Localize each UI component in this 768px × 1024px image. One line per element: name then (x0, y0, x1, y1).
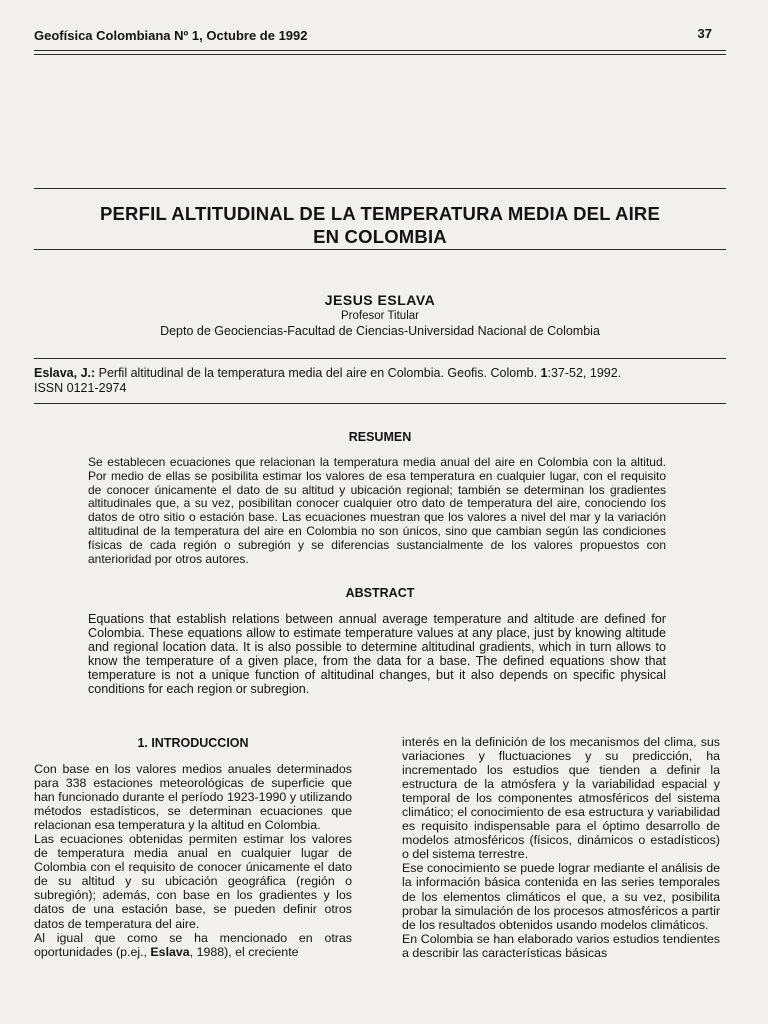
header-rule-top (34, 50, 726, 51)
title-rule-top (34, 188, 726, 189)
abstract-text: Equations that establish relations between annual average temperature and altitude are defined for Colombia. These equations allow to estimate temperature values at any place, just by knowing altitude and regional location data. It is also possible to determine altitudinal gradients, which in turn allows to know the temperature of a given place, from the data for a base. The defined equations show that temperature is not a unique function of altitudinal changes, but it also depends on specific physical conditions for each region or subregion. (88, 612, 666, 697)
page-number: 37 (697, 26, 712, 41)
intro-paragraph-5: Ese conocimiento se puede lograr mediante el análisis de la información básica contenida en las series temporales de los elementos climáticos el que, a su vez, posibilita probar la simulación de los procesos atmosféricos a partir de los resultados obtenidos usando modelos climáticos. (402, 861, 720, 932)
running-header (34, 26, 712, 48)
author-affiliation: Depto de Geociencias-Facultad de Ciencias-Universidad Nacional de Colombia (160, 324, 600, 338)
resumen-text: Se establecen ecuaciones que relacionan la temperatura media anual del aire en Colombia con la altitud. Por medio de ellas se posibilita estimar los valores de esa temperatura en cualquier lugar, con el requisito de conocer únicamente el dato de su altitud y ubicación regional; también se determinan los gradientes altitudinales que, a su vez, posibilitan conocer cualquier otro dato de temperatura del aire, conociendo los datos de otro sitio o estación base. Las ecuaciones muestran que los valores a nivel del mar y la variación altitudinal de la temperatura del aire en Colombia no son únicos, sino que cambian según las condiciones físicas de cada región o subregión y se diferencias sustancialmente de los valores propuestos con anterioridad por otros autores. (88, 455, 666, 566)
resumen-heading: RESUMEN (348, 430, 412, 444)
header-rule-bottom (34, 54, 726, 55)
citation-pages: :37-52, 1992. (547, 366, 622, 380)
intro-paragraph-3-text: Al igual que como se ha mencionado en otras oportunidades (p.ej., (34, 930, 352, 959)
citation-rule-bottom (34, 403, 726, 404)
abstract-heading: ABSTRACT (345, 586, 415, 600)
article-title (34, 202, 726, 248)
author-block (34, 292, 726, 339)
introduction-heading: 1. INTRODUCCION (137, 736, 249, 750)
citation-line (34, 366, 728, 381)
title-line-1: PERFIL ALTITUDINAL DE LA TEMPERATURA MEDIA DEL AIRE (99, 203, 661, 224)
citation-volume: 1 (540, 366, 548, 380)
body-column-right (402, 735, 720, 960)
intro-paragraph-2: Las ecuaciones obtenidas permiten estimar los valores de temperatura media anual en cualquier lugar de Colombia con el requisito de conocer únicamente el dato de su altitud y su ubicación geográfica (región o subregión); además, con base en los gradientes y los datos de una estación base, se pueden definir otros datos de temperatura del aire. (34, 832, 352, 931)
title-rule-bottom (34, 249, 726, 250)
intro-paragraph-3-end: , 1988), el creciente (189, 944, 299, 959)
intro-paragraph-3 (34, 931, 352, 959)
citation-text: Perfil altitudinal de la temperatura media del aire en Colombia. Geofis. Colomb. (95, 366, 541, 380)
body-column-left (34, 762, 352, 959)
citation-author: Eslava, J.: (34, 366, 96, 380)
author-name: JESUS ESLAVA (324, 292, 436, 308)
reference-eslava: Eslava (150, 944, 190, 959)
citation-rule-top (34, 358, 726, 359)
intro-paragraph-1: Con base en los valores medios anuales determinados para 338 estaciones meteorológicas de superficie que han funcionado durante el período 1923-1990 y utilizando métodos estadísticos, se determinan ecuaciones que relacionan esa temperatura y la altitud en Colombia. (34, 762, 352, 833)
journal-citation: Geofísica Colombiana Nº 1, Octubre de 1992 (34, 28, 308, 43)
title-line-2: EN COLOMBIA (313, 226, 447, 247)
citation-block (34, 366, 728, 395)
citation-issn: ISSN 0121-2974 (34, 380, 127, 395)
intro-paragraph-6: En Colombia se han elaborado varios estudios tendientes a describir las características básicas (402, 931, 720, 960)
intro-paragraph-4: interés en la definición de los mecanismos del clima, sus variaciones y fluctuaciones y su predicción, ha incrementado los estudios que tienden a definir la estructura de la atmósfera y la variabilidad espacial y temporal de los componentes atmosféricos del sistema climático; el conocimiento de esa estructura y variabilidad es requisito indispensable para el óptimo desarrollo de modelos atmosféricos (físicos, dinámicos o estadísticos) o del sistema terrestre. (402, 735, 720, 862)
author-role: Profesor Titular (341, 310, 419, 322)
